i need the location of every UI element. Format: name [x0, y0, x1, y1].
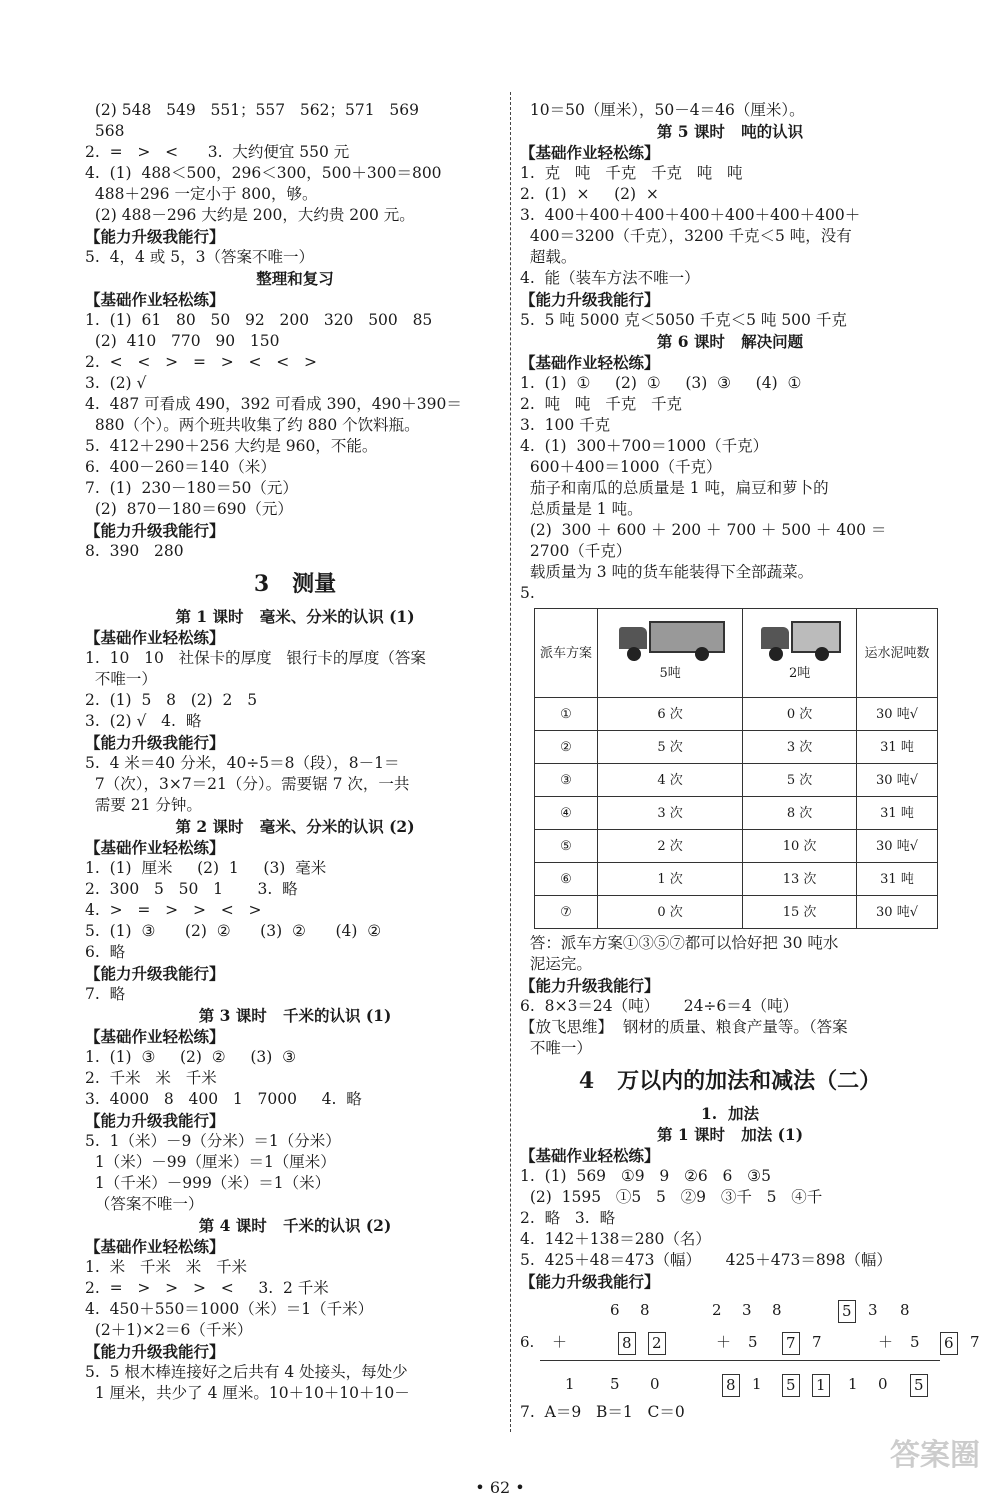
- answer-line: 不唯一）: [85, 670, 157, 688]
- answer-line: 答：派车方案①③⑤⑦都可以恰好把 30 吨水: [520, 934, 839, 952]
- answer-line: 3. 400＋400＋400＋400＋400＋400＋400＋: [520, 206, 861, 224]
- section-heading: 第 2 课时 毫米、分米的认识 (2): [175, 817, 415, 836]
- section-label: 【基础作业轻松练】: [85, 628, 225, 647]
- section-label: 【基础作业轻松练】: [85, 838, 225, 857]
- table-cell: ⑤: [535, 830, 598, 863]
- answer-line: 7. 略: [85, 985, 126, 1003]
- answer-line: 488＋296 一定小于 800，够。: [85, 185, 318, 203]
- table-cell: 3 次: [598, 797, 743, 830]
- table-cell: 0 次: [598, 896, 743, 929]
- digit: 8: [618, 1332, 636, 1355]
- answer-line: 5. 5 吨 5000 克＜5050 千克＜5 吨 500 千克: [520, 311, 847, 329]
- small-truck-icon: [757, 617, 843, 661]
- answer-line: 880（个）。两个班共收集了约 880 个饮料瓶。: [85, 416, 420, 434]
- section-label: 【基础作业轻松练】: [520, 353, 660, 372]
- answer-line: 3. 4000 8 400 1 7000 4. 略: [85, 1090, 362, 1108]
- answer-line: （答案不唯一）: [85, 1195, 204, 1213]
- answer-line: 4. 能（装车方法不唯一）: [520, 269, 700, 287]
- answer-line: 【放飞思维】 钢材的质量、粮食产量等。（答案: [520, 1018, 848, 1036]
- digit: 8: [900, 1301, 910, 1319]
- right-top-block: [520, 100, 940, 604]
- table-cell: ②: [535, 731, 598, 764]
- digit: 5: [838, 1300, 856, 1323]
- answer-line: 400＝3200（千克），3200 千克＜5 吨，没有: [520, 227, 852, 245]
- answer-line: 3. 100 千克: [520, 416, 611, 434]
- answer-line: 4. (1) 300＋700＝1000（千克）: [520, 437, 769, 455]
- digit: 5: [910, 1374, 928, 1397]
- digit: 1: [565, 1375, 575, 1393]
- answer-line: 4. > = > > < >: [85, 901, 262, 919]
- answer-line: 2. < < > = > < < >: [85, 353, 318, 371]
- section-label: 【基础作业轻松练】: [85, 290, 225, 309]
- section-heading: 第 6 课时 解决问题: [656, 332, 804, 351]
- answer-line: 2. 千米 米 千米: [85, 1069, 217, 1087]
- answer-line: 1. 米 千米 米 千米: [85, 1258, 247, 1276]
- digit: 1: [752, 1375, 762, 1393]
- digit: 0: [650, 1375, 660, 1393]
- answer-line: 1. (1) 61 80 50 92 200 320 500 85: [85, 311, 433, 329]
- table-cell: ⑥: [535, 863, 598, 896]
- table-row: [535, 863, 938, 896]
- answer-line: 2. 300 5 50 1 3. 略: [85, 880, 298, 898]
- answer-line: 3. (2) √: [85, 374, 147, 392]
- section-heading: 第 5 课时 吨的认识: [656, 122, 804, 141]
- table-row: [535, 731, 938, 764]
- answer-line: 1. (1) ③ (2) ② (3) ③: [85, 1048, 297, 1066]
- watermark-logo: 答案圈: [890, 1438, 980, 1473]
- digit: 5: [910, 1333, 920, 1351]
- answer-line: 载质量为 3 吨的货车能装得下全部蔬菜。: [520, 563, 814, 581]
- question-number: 6.: [520, 1333, 535, 1351]
- sum-line: [540, 1360, 940, 1361]
- digit: 1: [848, 1375, 858, 1393]
- answer-line: 1 厘米，共少了 4 厘米。10＋10＋10＋10－: [85, 1384, 410, 1402]
- answer-line: (2) 870－180＝690（元）: [85, 500, 293, 518]
- digit: 8: [722, 1374, 740, 1397]
- answer-7: 7. A＝9 B＝1 C＝0: [520, 1403, 685, 1421]
- answer-line: 7. (1) 230－180＝50（元）: [85, 479, 298, 497]
- digit: 5: [748, 1333, 758, 1351]
- table-cell: 31 吨: [857, 797, 938, 830]
- table-row: [535, 698, 938, 731]
- table-cell: 30 吨√: [857, 896, 938, 929]
- answer-line: 2700（千克）: [520, 542, 632, 560]
- answer-line: 5. 425＋48＝473（幅） 425＋473＝898（幅）: [520, 1251, 892, 1269]
- answer-line: 5. 412＋290＋256 大约是 960，不能。: [85, 437, 378, 455]
- right-bottom-block: [520, 933, 940, 1292]
- table-cell: 30 吨√: [857, 830, 938, 863]
- table-cell: 15 次: [743, 896, 857, 929]
- answer-line: 1（米）－99（厘米）＝1（厘米）: [85, 1153, 336, 1171]
- digit: 8: [640, 1301, 650, 1319]
- page-number: • 62 •: [475, 1478, 525, 1497]
- big-truck-label: 5吨: [659, 666, 681, 681]
- answer-line: 1. 10 10 社保卡的厚度 银行卡的厚度（答案: [85, 649, 426, 667]
- answer-line: 5. 4，4 或 5，3（答案不唯一）: [85, 248, 314, 266]
- answer-line: 茄子和南瓜的总质量是 1 吨，扁豆和萝卜的: [520, 479, 829, 497]
- answer-line: 6. 略: [85, 943, 126, 961]
- answer-line: (2) 300 ＋ 600 ＋ 200 ＋ 700 ＋ 500 ＋ 400 ＝: [520, 521, 887, 539]
- table-head-big-truck: [598, 609, 743, 698]
- table-cell: 4 次: [598, 764, 743, 797]
- table-head-cement: 运水泥吨数: [857, 609, 938, 698]
- answer-line: 4. 142＋138＝280（名）: [520, 1230, 711, 1248]
- section-heading: 1. 加法: [701, 1104, 759, 1123]
- section-label: 【能力升级我能行】: [85, 1111, 225, 1130]
- table-cell: 31 吨: [857, 863, 938, 896]
- table-cell: ⑦: [535, 896, 598, 929]
- answer-line: 5. 4 米＝40 分米，40÷5＝8（段），8－1＝: [85, 754, 400, 772]
- answer-line: 1. (1) 569 ①9 9 ②6 6 ③5: [520, 1167, 771, 1185]
- table-cell: 30 吨√: [857, 698, 938, 731]
- section-label: 【能力升级我能行】: [520, 290, 660, 309]
- digit: 1: [812, 1374, 830, 1397]
- answer-line: 568: [85, 122, 125, 140]
- answer-line: 2. (1) × (2) ×: [520, 185, 659, 203]
- section-heading: 第 3 课时 千米的认识 (1): [198, 1006, 392, 1025]
- answer-line: 1. 克 吨 千克 千克 吨 吨: [520, 164, 743, 182]
- answer-line: 2. (1) 5 8 (2) 2 5: [85, 691, 258, 709]
- answer-line: (2) 548 549 551；557 562；571 569: [85, 101, 419, 119]
- truck-plan-table: [534, 608, 938, 929]
- section-label: 【能力升级我能行】: [520, 976, 660, 995]
- table-cell: 3 次: [743, 731, 857, 764]
- section-label: 【基础作业轻松练】: [520, 1146, 660, 1165]
- answer-line: (2＋1)×2＝6（千米）: [85, 1321, 253, 1339]
- section-heading: 第 4 课时 千米的认识 (2): [198, 1216, 392, 1235]
- answer-line: 1. (1) ① (2) ① (3) ③ (4) ①: [520, 374, 802, 392]
- table-cell: ③: [535, 764, 598, 797]
- section-heading: 整理和复习: [256, 269, 334, 288]
- answer-line: 1（千米）－999（米）＝1（米）: [85, 1174, 331, 1192]
- table-head-small-truck: [743, 609, 857, 698]
- answer-line: 600＋400＝1000（千克）: [520, 458, 722, 476]
- digit: 6: [940, 1332, 958, 1355]
- table-cell: 2 次: [598, 830, 743, 863]
- digit: 7: [812, 1333, 822, 1351]
- section-label: 【基础作业轻松练】: [520, 143, 660, 162]
- answer-line: 3. (2) √ 4. 略: [85, 712, 202, 730]
- answer-line: 2. 略 3. 略: [520, 1209, 616, 1227]
- table-cell: 30 吨√: [857, 764, 938, 797]
- table-row: [535, 764, 938, 797]
- digit: 0: [878, 1375, 888, 1393]
- digit: 5: [782, 1374, 800, 1397]
- big-truck-icon: [615, 617, 725, 661]
- section-label: 【能力升级我能行】: [85, 521, 225, 540]
- answer-line: 8. 390 280: [85, 542, 184, 560]
- answer-line: 5. 5 根木棒连接好之后共有 4 处接头，每处少: [85, 1363, 408, 1381]
- answer-line: 4. 450＋550＝1000（米）＝1（千米）: [85, 1300, 374, 1318]
- table-row: [535, 830, 938, 863]
- answer-line: 2. = > < 3. 大约便宜 550 元: [85, 143, 350, 161]
- table-cell: 31 吨: [857, 731, 938, 764]
- answer-line: 5. (1) ③ (2) ② (3) ② (4) ②: [85, 922, 382, 940]
- table-cell: 13 次: [743, 863, 857, 896]
- answer-line: 不唯一）: [520, 1039, 592, 1057]
- column-divider: [510, 92, 511, 1432]
- table-row: [535, 896, 938, 929]
- table-cell: 6 次: [598, 698, 743, 731]
- section-label: 【基础作业轻松练】: [85, 1237, 225, 1256]
- answer-line: 10＝50（厘米），50－4＝46（厘米）。: [520, 101, 805, 119]
- answer-line: (2) 1595 ①5 5 ②9 ③千 5 ④千: [520, 1188, 823, 1206]
- digit: 6: [610, 1301, 620, 1319]
- table-cell: ④: [535, 797, 598, 830]
- digit: ＋: [552, 1333, 568, 1351]
- section-heading: 4 万以内的加法和减法（二）: [578, 1068, 882, 1094]
- digit: 8: [772, 1301, 782, 1319]
- left-column: [85, 100, 505, 1404]
- section-label: 【基础作业轻松练】: [85, 1027, 225, 1046]
- section-heading: 第 1 课时 加法 (1): [656, 1125, 804, 1144]
- digit: 7: [782, 1332, 800, 1355]
- table-cell: 5 次: [598, 731, 743, 764]
- table-cell: 8 次: [743, 797, 857, 830]
- table-cell: 10 次: [743, 830, 857, 863]
- table-head-plan: 派车方案: [535, 609, 598, 698]
- table-cell: ①: [535, 698, 598, 731]
- answer-line: (2) 488－296 大约是 200，大约贵 200 元。: [85, 206, 415, 224]
- answer-line: 5.: [520, 584, 535, 602]
- answer-line: 泥运完。: [520, 955, 592, 973]
- table-row: [535, 797, 938, 830]
- answer-line: 需要 21 分钟。: [85, 796, 202, 814]
- digit: 3: [868, 1301, 878, 1319]
- answer-line: 5. 1（米）－9（分米）＝1（分米）: [85, 1132, 341, 1150]
- answer-line: 6. 400－260＝140（米）: [85, 458, 276, 476]
- answer-line: 6. 8×3＝24（吨） 24÷6＝4（吨）: [520, 997, 799, 1015]
- answer-line: 超载。: [520, 248, 577, 266]
- section-label: 【能力升级我能行】: [85, 1342, 225, 1361]
- digit: 7: [970, 1333, 980, 1351]
- section-heading: 第 1 课时 毫米、分米的认识 (1): [175, 607, 415, 626]
- right-column: [520, 100, 980, 1423]
- section-label: 【能力升级我能行】: [85, 964, 225, 983]
- answer-line: 4. 487 可看成 490，392 可看成 390，490＋390＝: [85, 395, 462, 413]
- answer-line: 2. 吨 吨 千克 千克: [520, 395, 682, 413]
- section-label: 【能力升级我能行】: [520, 1272, 660, 1291]
- section-label: 【能力升级我能行】: [85, 733, 225, 752]
- answer-line: (2) 410 770 90 150: [85, 332, 280, 350]
- answer-line: 总质量是 1 吨。: [520, 500, 643, 518]
- table-cell: 5 次: [743, 764, 857, 797]
- answer-line: 1. (1) 厘米 (2) 1 (3) 毫米: [85, 859, 327, 877]
- digit: ＋: [878, 1333, 894, 1351]
- digit: 5: [610, 1375, 620, 1393]
- digit: ＋: [716, 1333, 732, 1351]
- digit: 3: [742, 1301, 752, 1319]
- vertical-arithmetic: [520, 1292, 980, 1402]
- section-heading: 3 测量: [253, 571, 337, 597]
- table-cell: 0 次: [743, 698, 857, 731]
- answer-line: 4. (1) 488＜500，296＜300，500＋300＝800: [85, 164, 442, 182]
- answer-line: 2. = > > > < 3. 2 千米: [85, 1279, 329, 1297]
- digit: 2: [648, 1332, 666, 1355]
- small-truck-label: 2吨: [788, 666, 811, 681]
- digit: 2: [712, 1301, 722, 1319]
- section-label: 【能力升级我能行】: [85, 227, 225, 246]
- table-cell: 1 次: [598, 863, 743, 896]
- answer-line: 7（次），3×7＝21（分）。需要锯 7 次，一共: [85, 775, 410, 793]
